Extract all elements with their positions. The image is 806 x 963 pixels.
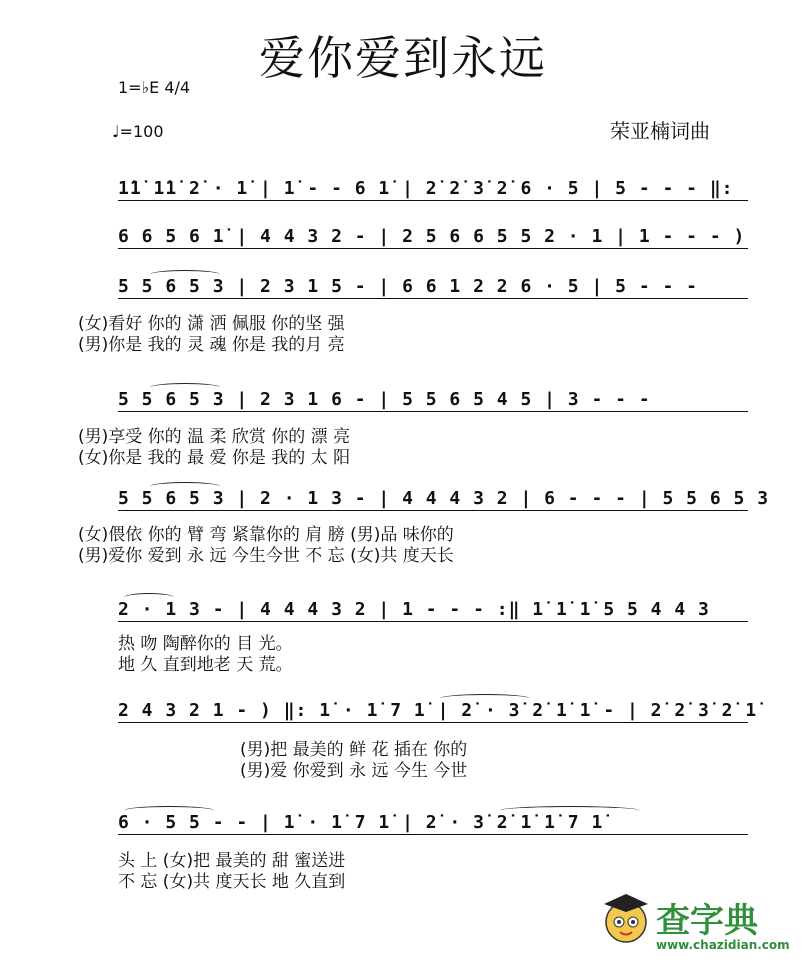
score-row-1: 1̇1̇ 1̇1̇ 2̇ · 1̇ | 1̇ - - 6 1̇ | 2̇ 2̇ 3̇ 2̇ 6 · 5 | 5 - - - ‖: [118,178,734,199]
lyric-line: (男)享受 你的 温 柔 欣赏 你的 漂 亮 [78,427,351,447]
lyric-line: 热 吻 陶醉你的 目 光。 [118,634,293,654]
score-row-2: 6 6 5 6 1̇ | 4 4 3 2 - | 2 5 6 6 5 5 2 · 1 | 1 - - - ) [118,226,746,247]
beam-line [118,510,748,511]
lyric-line: 不 忘 (女)共 度天长 地 久直到 [118,872,346,892]
lyric-line: (女)偎依 你的 臂 弯 紧靠你的 肩 膀 (男)品 味你的 [78,525,454,545]
lyric-line: (男)爱你 爱到 永 远 今生今世 不 忘 (女)共 度天长 [78,546,454,566]
score-row-5: 5 5 6 5 3 | 2 · 1 3 - | 4 4 4 3 2 | 6 - - - | 5 5 6 5 3 [118,488,770,509]
mascot-icon [596,888,656,948]
tempo-marking: ♩=100 [112,122,164,141]
beam-line [118,200,748,201]
score-row-4: 5 5 6 5 3 | 2 3 1 6 - | 5 5 6 5 4 5 | 3 - - - [118,389,651,410]
beam-line [118,722,748,723]
lyric-line: 头 上 (女)把 最美的 甜 蜜送进 [118,851,346,871]
lyric-line: 地 久 直到地老 天 荒。 [118,655,293,675]
beam-line [118,248,748,249]
beam-line [118,834,748,835]
lyric-line: (男)爱 你爱到 永 远 今生 今世 [240,761,468,781]
lyric-line: (女)你是 我的 最 爱 你是 我的 太 阳 [78,448,351,468]
score-row-8: 6 · 5 5 - - | 1̇ · 1̇ 7 1̇ | 2̇ · 3̇ 2̇ 1̇ 1̇ 7 1̇ [118,812,604,833]
beam-line [118,298,748,299]
score-row-6: 2 · 1 3 - | 4 4 4 3 2 | 1 - - - :‖ 1̇ 1̇ 1̇ 5 5 4 4 3 [118,599,710,620]
beam-line [118,621,748,622]
song-title: 爱你爱到永远 [259,31,547,85]
key-signature: 1=♭E 4/4 [118,78,191,97]
watermark-url: www.chazidian.com [656,938,790,952]
author-credit: 荣亚楠词曲 [610,119,710,143]
score-row-3: 5 5 6 5 3 | 2 3 1 5 - | 6 6 1 2 2 6 · 5 | 5 - - - [118,276,699,297]
score-row-7: 2 4 3 2 1 - ) ‖: 1̇ · 1̇ 7 1̇ | 2̇ · 3̇ 2̇ 1̇ 1̇ - | 2̇ 2̇ 3̇ 2̇ 1̇ [118,700,758,721]
lyric-line: (女)看好 你的 潇 洒 佩服 你的坚 强 [78,314,345,334]
lyric-line: (男)把 最美的 鲜 花 插在 你的 [240,740,468,760]
beam-line [118,411,748,412]
watermark-logo: 查字典 [656,901,758,941]
lyric-line: (男)你是 我的 灵 魂 你是 我的月 亮 [78,335,345,355]
